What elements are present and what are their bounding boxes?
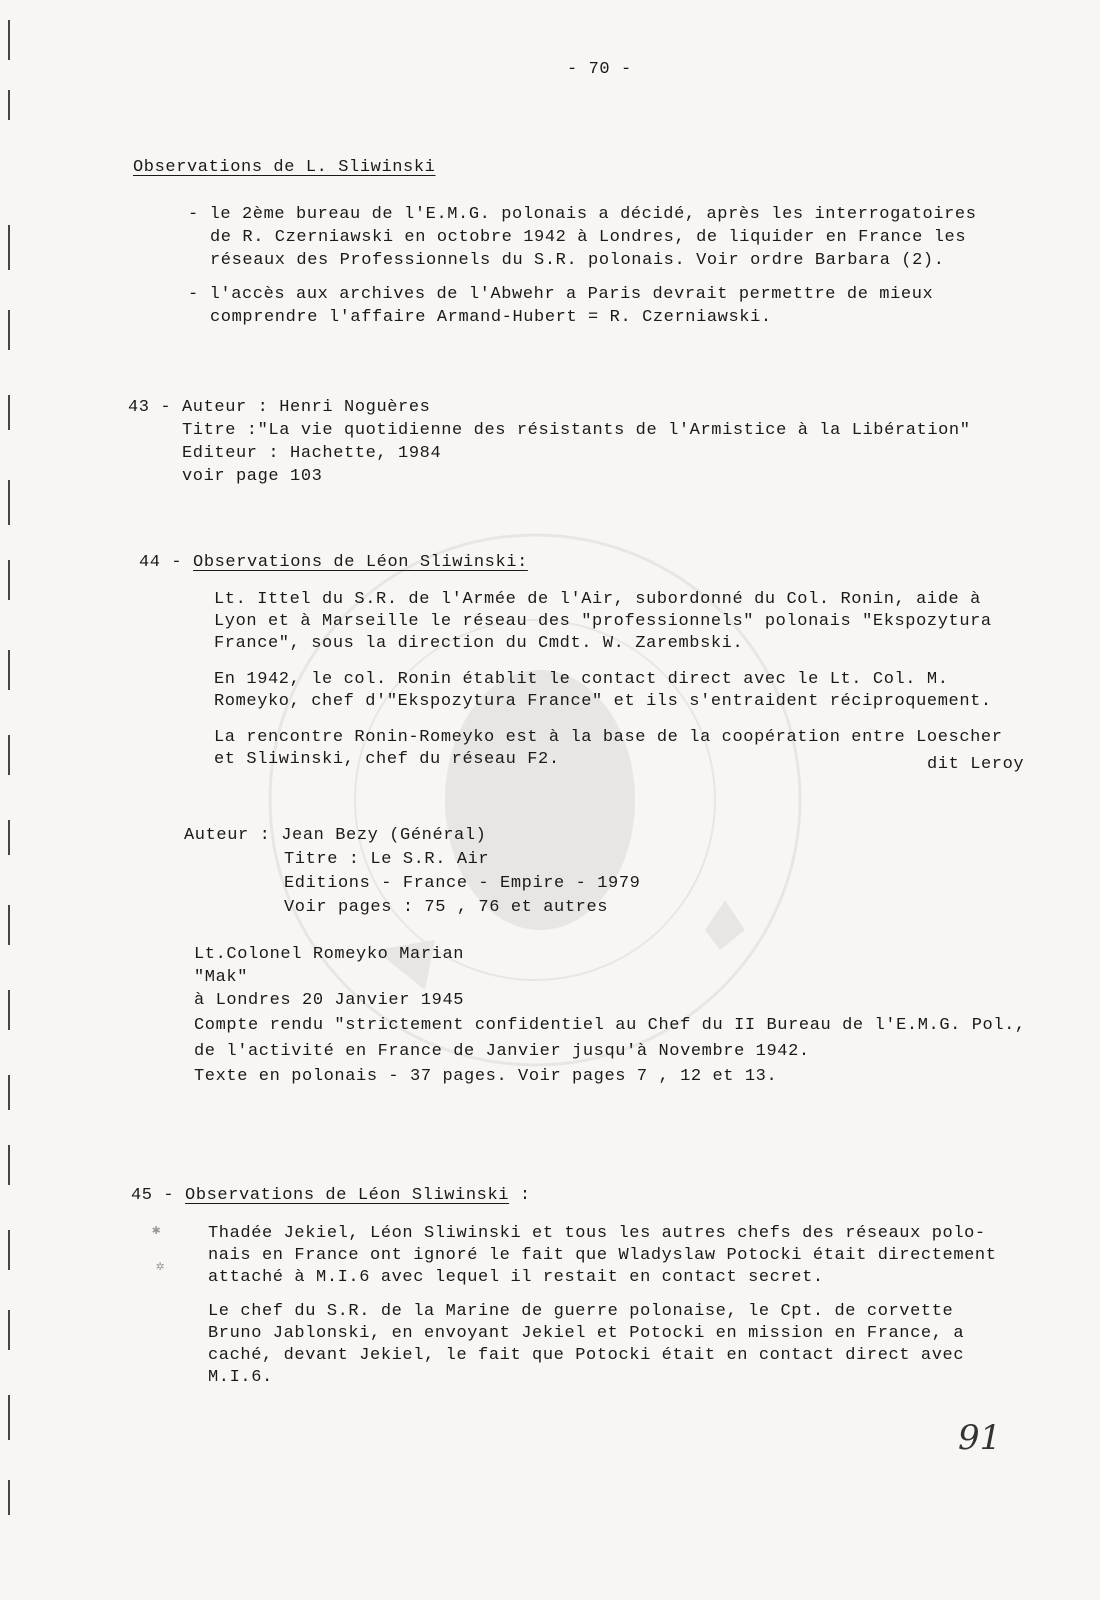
entry-44-note: dit Leroy xyxy=(927,755,1025,774)
entry-45-p2-line-1: Le chef du S.R. de la Marine de guerre polonaise, le Cpt. de corvette xyxy=(208,1302,954,1321)
entry-45-p2-line-3: caché, devant Jekiel, le fait que Potocki était en contact direct avec xyxy=(208,1346,965,1365)
handwritten-page-number: 91 xyxy=(958,1418,1002,1458)
entry-44-p1-line-2: Lyon et à Marseille le réseau des "professionnels" polonais "Ekspozytura xyxy=(214,612,992,631)
ref2-line-6: Texte en polonais - 37 pages. Voir pages 7 , 12 et 13. xyxy=(194,1067,778,1086)
smudge-mark: ✱ xyxy=(152,1223,161,1239)
bullet-1-line-3: réseaux des Professionnels du S.R. polonais. Voir ordre Barbara (2). xyxy=(210,251,945,270)
entry-45-p1-line-3: attaché à M.I.6 avec lequel il restait en contact secret. xyxy=(208,1268,824,1287)
entry-44-heading: Observations de Léon Sliwinski: xyxy=(193,553,528,572)
entry-44-p1-line-1: Lt. Ittel du S.R. de l'Armée de l'Air, subordonné du Col. Ronin, aide à xyxy=(214,590,981,609)
entry-44-p2-line-2: Romeyko, chef d'"Ekspozytura France" et ils s'entraident réciproquement. xyxy=(214,692,992,711)
entry-45-number: 45 - xyxy=(131,1186,186,1205)
entry-43-author: 43 - Auteur : Henri Noguères xyxy=(128,398,431,417)
entry-43-publisher: Editeur : Hachette, 1984 xyxy=(182,444,442,463)
section-heading-observations: Observations de L. Sliwinski xyxy=(133,158,436,177)
entry-44-p3-line-2: et Sliwinski, chef du réseau F2. xyxy=(214,750,560,769)
ref1-author: Auteur : Jean Bezy (Général) xyxy=(184,826,487,845)
entry-44-p3-line-1: La rencontre Ronin-Romeyko est à la base de la coopération entre Loescher xyxy=(214,728,1003,747)
entry-45-heading-suffix: : xyxy=(509,1186,531,1205)
bullet-1-line-2: de R. Czerniawski en octobre 1942 à Londres, de liquider en France les xyxy=(210,228,967,247)
entry-43-title: Titre :"La vie quotidienne des résistants de l'Armistice à la Libération" xyxy=(182,421,971,440)
entry-45-p2-line-2: Bruno Jablonski, en envoyant Jekiel et Potocki en mission en France, a xyxy=(208,1324,965,1343)
ref2-line-1: Lt.Colonel Romeyko Marian xyxy=(194,945,465,964)
smudge-mark: ✲ xyxy=(156,1259,165,1275)
entry-44-p1-line-3: France", sous la direction du Cmdt. W. Zarembski. xyxy=(214,634,744,653)
ref2-line-3: à Londres 20 Janvier 1945 xyxy=(194,991,465,1010)
ref2-line-4: Compte rendu "strictement confidentiel au Chef du II Bureau de l'E.M.G. Pol., xyxy=(194,1016,1026,1035)
entry-45-p2-line-4: M.I.6. xyxy=(208,1368,273,1387)
entry-45-heading: Observations de Léon Sliwinski xyxy=(185,1186,510,1205)
entry-45-heading-line xyxy=(131,1186,531,1205)
ref1-pages: Voir pages : 75 , 76 et autres xyxy=(284,898,609,917)
entry-43-page: voir page 103 xyxy=(182,467,323,486)
ref2-line-2: "Mak" xyxy=(194,968,249,987)
binding-marks xyxy=(8,0,10,1600)
entry-45-p1-line-2: nais en France ont ignoré le fait que Wladyslaw Potocki était directement xyxy=(208,1246,997,1265)
entry-44-heading-line xyxy=(139,553,528,572)
ref1-title: Titre : Le S.R. Air xyxy=(284,850,490,869)
page-number: - 70 - xyxy=(567,60,632,79)
ref1-editions: Editions - France - Empire - 1979 xyxy=(284,874,641,893)
bullet-1-line-1: - le 2ème bureau de l'E.M.G. polonais a décidé, après les interrogatoires xyxy=(188,205,977,224)
bullet-2-line-1: - l'accès aux archives de l'Abwehr a Paris devrait permettre de mieux xyxy=(188,285,934,304)
bullet-2-line-2: comprendre l'affaire Armand-Hubert = R. Czerniawski. xyxy=(210,308,772,327)
entry-45-p1-line-1: Thadée Jekiel, Léon Sliwinski et tous les autres chefs des réseaux polo- xyxy=(208,1224,986,1243)
ref2-line-5: de l'activité en France de Janvier jusqu'à Novembre 1942. xyxy=(194,1042,810,1061)
entry-44-number: 44 - xyxy=(139,553,194,572)
entry-44-p2-line-1: En 1942, le col. Ronin établit le contact direct avec le Lt. Col. M. xyxy=(214,670,949,689)
